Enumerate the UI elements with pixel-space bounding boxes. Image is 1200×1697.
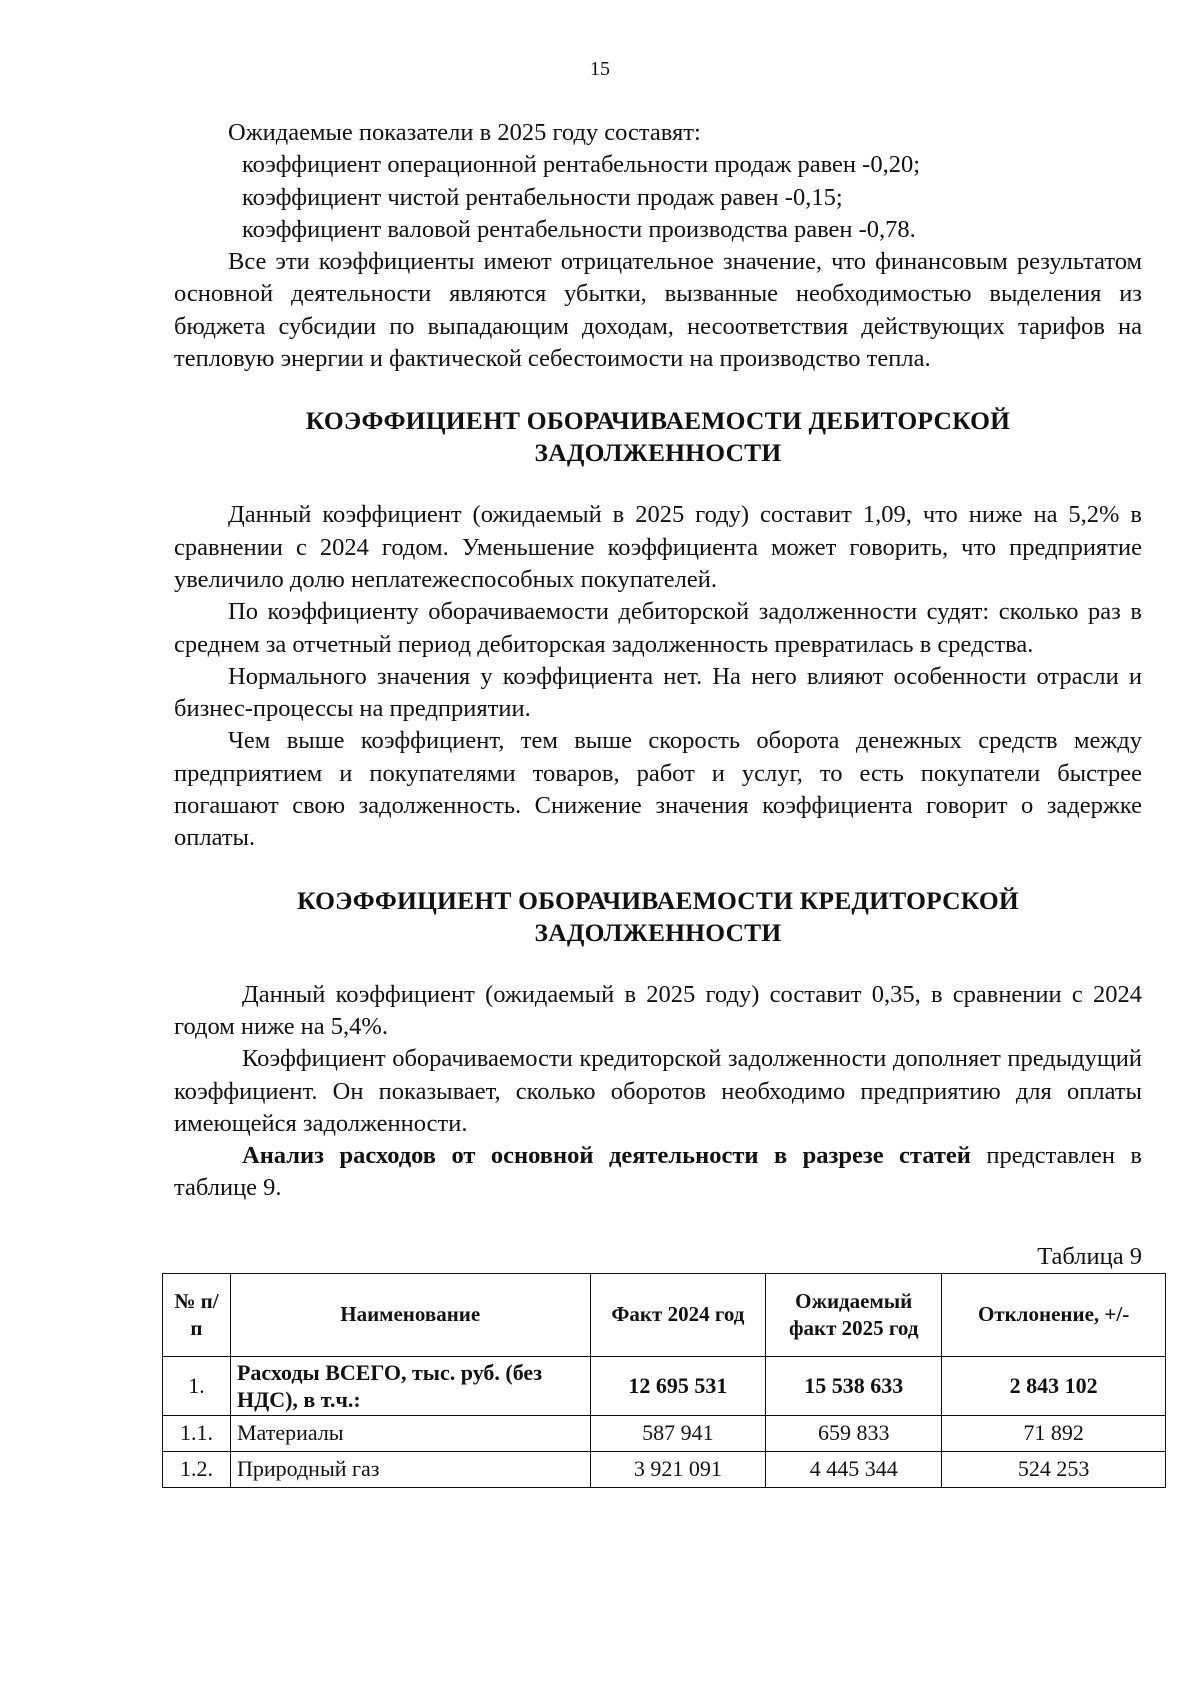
cell-deviation: 71 892 <box>942 1415 1166 1451</box>
header-expected-2025: Ожидаемый факт 2025 год <box>766 1273 942 1356</box>
cell-fact-2024: 587 941 <box>590 1415 766 1451</box>
header-deviation: Отклонение, +/- <box>942 1273 1166 1356</box>
section2-paragraph-1: Данный коэффициент (ожидаемый в 2025 году) составит 0,35, в сравнении с 2024 годом ниже на 5,4%. <box>174 980 1142 1040</box>
table-row <box>163 1356 1166 1415</box>
cell-name: Природный газ <box>230 1451 590 1487</box>
intro-paragraph: Все эти коэффициенты имеют отрицательное значение, что финансовым результатом основной деятельности являются убытки, вызванные необходимостью выделения из бюджета субсидии по выпадающим доходам, несоответствия действующих тарифов на тепловую энергии и фактической себестоимости на производство тепла. <box>174 248 1142 373</box>
cell-fact-2024: 12 695 531 <box>590 1356 766 1415</box>
cell-deviation: 524 253 <box>942 1451 1166 1487</box>
header-fact-2024: Факт 2024 год <box>590 1273 766 1356</box>
cell-deviation: 2 843 102 <box>942 1356 1166 1415</box>
section2-paragraph-3-bold: Анализ расходов от основной деятельности в разрезе статей <box>242 1142 971 1170</box>
table-caption: Таблица 9 <box>1037 1242 1142 1270</box>
section2-title-line1: КОЭФФИЦИЕНТ ОБОРАЧИВАЕМОСТИ КРЕДИТОРСКОЙ <box>297 885 1019 915</box>
section1-title-line1: КОЭФФИЦИЕНТ ОБОРАЧИВАЕМОСТИ ДЕБИТОРСКОЙ <box>305 406 1011 436</box>
cell-name: Расходы ВСЕГО, тыс. руб. (без НДС), в т.ч.: <box>230 1356 590 1415</box>
table-row <box>163 1415 1166 1451</box>
section1-title <box>174 405 1142 469</box>
section2-title-line2: ЗАДОЛЖЕННОСТИ <box>534 917 782 947</box>
cell-name: Материалы <box>230 1415 590 1451</box>
intro-item-1: коэффициент операционной рентабельности продаж равен -0,20; <box>242 151 920 179</box>
section2-title <box>174 885 1142 949</box>
section1-title-line2: ЗАДОЛЖЕННОСТИ <box>534 438 782 468</box>
section1-paragraph-2: По коэффициенту оборачиваемости дебиторской задолженности судят: сколько раз в среднем за отчетный период дебиторская задолженность превратилась в средства. <box>174 598 1142 658</box>
cell-expected-2025: 15 538 633 <box>766 1356 942 1415</box>
intro-item-2: коэффициент чистой рентабельности продаж равен -0,15; <box>242 183 843 211</box>
section2-paragraph-3 <box>174 1140 1142 1205</box>
intro-item-3: коэффициент валовой рентабельности производства равен -0,78. <box>242 215 916 243</box>
cell-num: 1.2. <box>163 1451 231 1487</box>
section1-paragraph-3: Нормального значения у коэффициента нет. На него влияют особенности отрасли и бизнес-процессы на предприятии. <box>174 662 1142 723</box>
section1-paragraph-4: Чем выше коэффициент, тем выше скорость оборота денежных средств между предприятием и покупателями товаров, работ и услуг, то есть покупатели быстрее погашают свою задолженность. Снижение значения коэффициента говорит о задержке оплаты. <box>174 727 1142 852</box>
page-number: 15 <box>590 58 610 80</box>
header-num: № п/п <box>163 1273 231 1356</box>
header-name: Наименование <box>230 1273 590 1356</box>
cell-fact-2024: 3 921 091 <box>590 1451 766 1487</box>
section2-paragraph-2: Коэффициент оборачиваемости кредиторской задолженности дополняет предыдущий коэффициент. Он показывает, сколько оборотов необходимо предприятию для оплаты имеющейся задолженности. <box>174 1045 1142 1137</box>
cell-expected-2025: 4 445 344 <box>766 1451 942 1487</box>
table-row <box>163 1451 1166 1487</box>
table-header-row <box>163 1273 1166 1356</box>
cell-expected-2025: 659 833 <box>766 1415 942 1451</box>
cell-num: 1.1. <box>163 1415 231 1451</box>
section2-paragraph-3-rest: представлен в таблице 9. <box>174 1142 1142 1202</box>
cell-num: 1. <box>163 1356 231 1415</box>
section1-paragraph-1: Данный коэффициент (ожидаемый в 2025 году) составит 1,09, что ниже на 5,2% в сравнении с 2024 годом. Уменьшение коэффициента может говорить, что предприятие увеличило долю неплатежеспособных покупателей. <box>174 501 1142 593</box>
expenses-table <box>162 1273 1166 1488</box>
intro-lead: Ожидаемые показатели в 2025 году составят: <box>228 119 701 146</box>
page-content <box>174 117 1142 1488</box>
